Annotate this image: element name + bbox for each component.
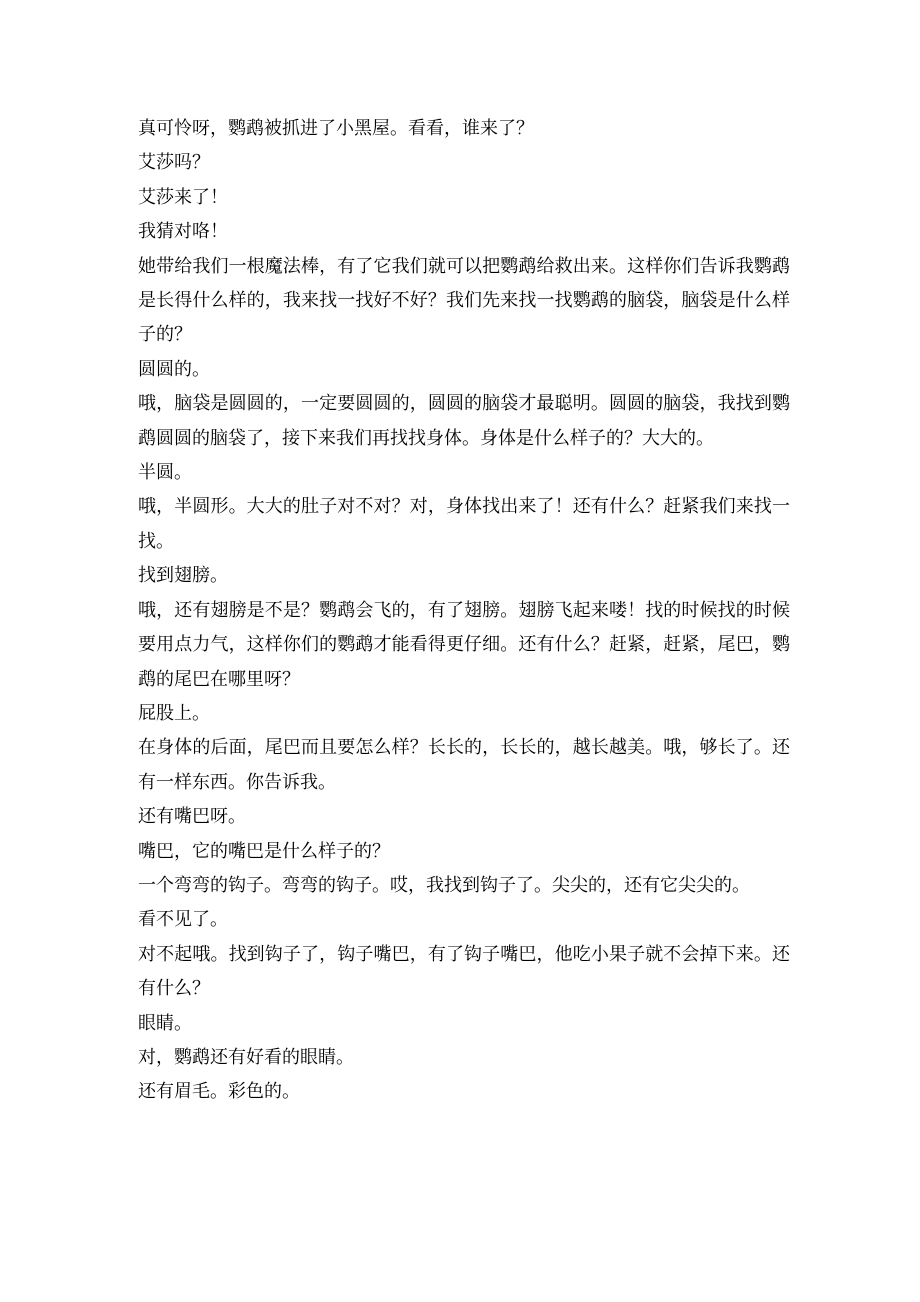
paragraph-9: 哦，半圆形。大大的肚子对不对？对，身体找出来了！还有什么？赶紧我们来找一找。 [138, 496, 790, 552]
paragraph-1: 真可怜呀，鹦鹉被抓进了小黑屋。看看，谁来了？ [138, 118, 534, 139]
paragraph-14: 还有嘴巴呀。 [138, 806, 246, 828]
paragraph-16: 一个弯弯的钩子。弯弯的钩子。哎，我找到钩子了。尖尖的，还有它尖尖的。 [138, 874, 750, 896]
paragraph-7: 哦，脑袋是圆圆的，一定要圆圆的，圆圆的脑袋才最聪明。圆圆的脑袋，我找到鹦鹉圆圆的脑袋了，接下来我们再找找身体。身体是什么样子的？大大的。 [138, 393, 790, 449]
paragraph-18: 对不起哦。找到钩子了，钩子嘴巴，有了钩子嘴巴，他吃小果子就不会掉下来。还有什么？ [138, 943, 790, 1000]
paragraph-12: 屁股上。 [138, 702, 210, 724]
paragraph-4: 我猜对咯！ [138, 221, 228, 243]
paragraph-13: 在身体的后面，尾巴而且要怎么样？长长的，长长的，越长越美。哦，够长了。还有一样东西。你告诉我。 [138, 737, 790, 793]
paragraph-5: 她带给我们一根魔法棒，有了它我们就可以把鹦鹉给救出来。这样你们告诉我鹦鹉是长得什么样的，我来找一找好不好？我们先来找一找鹦鹉的脑袋，脑袋是什么样子的？ [138, 255, 790, 346]
paragraph-10: 找到翅膀。 [138, 565, 228, 587]
paragraph-8: 半圆。 [138, 462, 192, 484]
paragraph-11: 哦，还有翅膀是不是？鹦鹉会飞的，有了翅膀。翅膀飞起来喽！找的时候找的时候要用点力气，这样你们的鹦鹉才能看得更仔细。还有什么？赶紧，赶紧，尾巴，鹦鹉的尾巴在哪里呀？ [138, 599, 790, 690]
paragraph-17: 看不见了。 [138, 909, 228, 931]
document-page [138, 112, 790, 1110]
paragraph-15: 嘴巴，它的嘴巴是什么样子的？ [138, 840, 390, 862]
paragraph-21: 还有眉毛。彩色的。 [138, 1081, 300, 1103]
paragraph-19: 眼睛。 [138, 1012, 192, 1034]
paragraph-3: 艾莎来了！ [138, 186, 228, 208]
paragraph-20: 对，鹦鹉还有好看的眼睛。 [138, 1046, 354, 1068]
paragraph-6: 圆圆的。 [138, 358, 210, 380]
paragraph-2: 艾莎吗？ [138, 152, 210, 174]
